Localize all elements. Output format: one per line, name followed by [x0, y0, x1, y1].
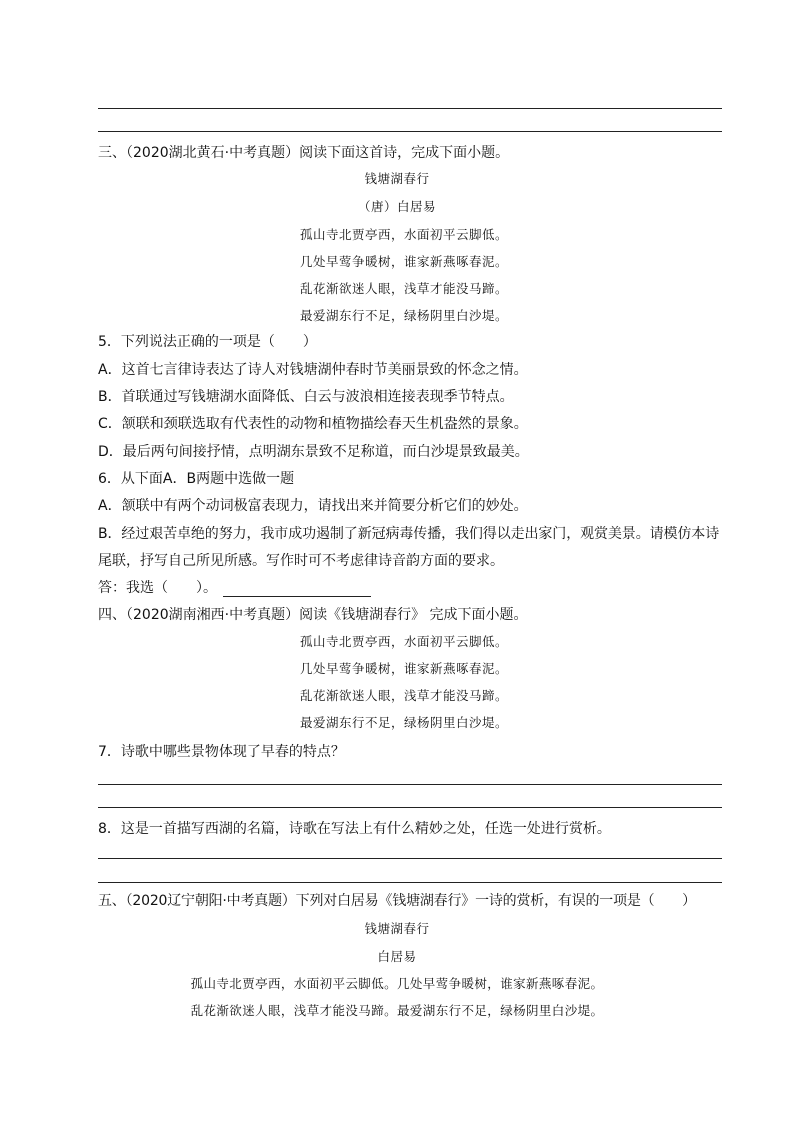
poem-line: 几处早莺争暖树，谁家新燕啄春泥。: [300, 254, 509, 269]
poem-line: 最爱湖东行不足，绿杨阴里白沙堤。: [300, 308, 509, 323]
question-7: 7．诗歌中哪些景物体现了早春的特点？: [98, 744, 345, 760]
poem-author: 白居易: [377, 949, 417, 964]
question-6-stem: 6．从下面A．B两题中选做一题: [98, 471, 295, 487]
answer-blank[interactable]: [223, 582, 371, 597]
poem-line: 最爱湖东行不足，绿杨阴里白沙堤。: [300, 715, 509, 730]
poem-line: 孤山寺北贾亭西，水面初平云脚低。: [300, 227, 509, 242]
question-5-option-a: A．这首七言律诗表达了诗人对钱塘湖仲春时节美丽景致的怀念之情。: [98, 362, 528, 378]
question-5-option-c: C．颔联和颈联选取有代表性的动物和植物描绘春天生机盎然的景象。: [98, 416, 528, 432]
poem-line: 孤山寺北贾亭西，水面初平云脚低。: [300, 634, 509, 649]
question-6-option-b: B．经过艰苦卓绝的努力，我市成功遏制了新冠病毒传播，我们得以走出家门，观赏美景。请模仿本诗: [98, 526, 720, 542]
section-4-header: 四、（2020湖南湘西·中考真题）阅读《钱塘湖春行》 完成下面小题。: [98, 607, 528, 623]
poem-line: 乱花渐欲迷人眼，浅草才能没马蹄。最爱湖东行不足，绿杨阴里白沙堤。: [190, 1003, 604, 1018]
answer-line: [98, 784, 722, 785]
poem-title: 钱塘湖春行: [364, 921, 430, 936]
answer-line: [98, 858, 722, 859]
question-8: 8．这是一首描写西湖的名篇，诗歌在写法上有什么精妙之处，任选一处进行赏析。: [98, 821, 611, 837]
section-3-header: 三、（2020湖北黄石·中考真题）阅读下面这首诗，完成下面小题。: [98, 145, 510, 161]
answer-label: 答：我选（ ）。: [98, 580, 217, 596]
question-5-stem: 5．下列说法正确的一项是（ ）: [98, 334, 317, 350]
section-5-header: 五、（2020辽宁朝阳·中考真题）下列对白居易《钱塘湖春行》一诗的赏析，有误的一项是（ ）: [98, 893, 696, 909]
poem-title: 钱塘湖春行: [364, 171, 430, 186]
question-6-option-a: A．颔联中有两个动词极富表现力，请找出来并简要分析它们的妙处。: [98, 498, 528, 514]
question-6-option-b-cont: 尾联，抒写自己所见所感。写作时可不考虑律诗音韵方面的要求。: [98, 553, 504, 569]
poem-line: 几处早莺争暖树，谁家新燕啄春泥。: [300, 661, 509, 676]
poem-line: 乱花渐欲迷人眼，浅草才能没马蹄。: [300, 688, 509, 703]
answer-line: [98, 131, 722, 132]
question-5-option-b: B．首联通过写钱塘湖水面降低、白云与波浪相连接表现季节特点。: [98, 389, 514, 405]
question-5-option-d: D．最后两句间接抒情，点明湖东景致不足称道，而白沙堤景致最美。: [98, 444, 529, 460]
answer-line: [98, 807, 722, 808]
question-6-answer: [98, 579, 371, 597]
poem-line: 孤山寺北贾亭西，水面初平云脚低。几处早莺争暖树，谁家新燕啄春泥。: [190, 976, 604, 991]
answer-line: [98, 108, 722, 109]
answer-line: [98, 882, 722, 883]
poem-line: 乱花渐欲迷人眼，浅草才能没马蹄。: [300, 281, 509, 296]
poem-author: （唐）白居易: [357, 199, 436, 214]
